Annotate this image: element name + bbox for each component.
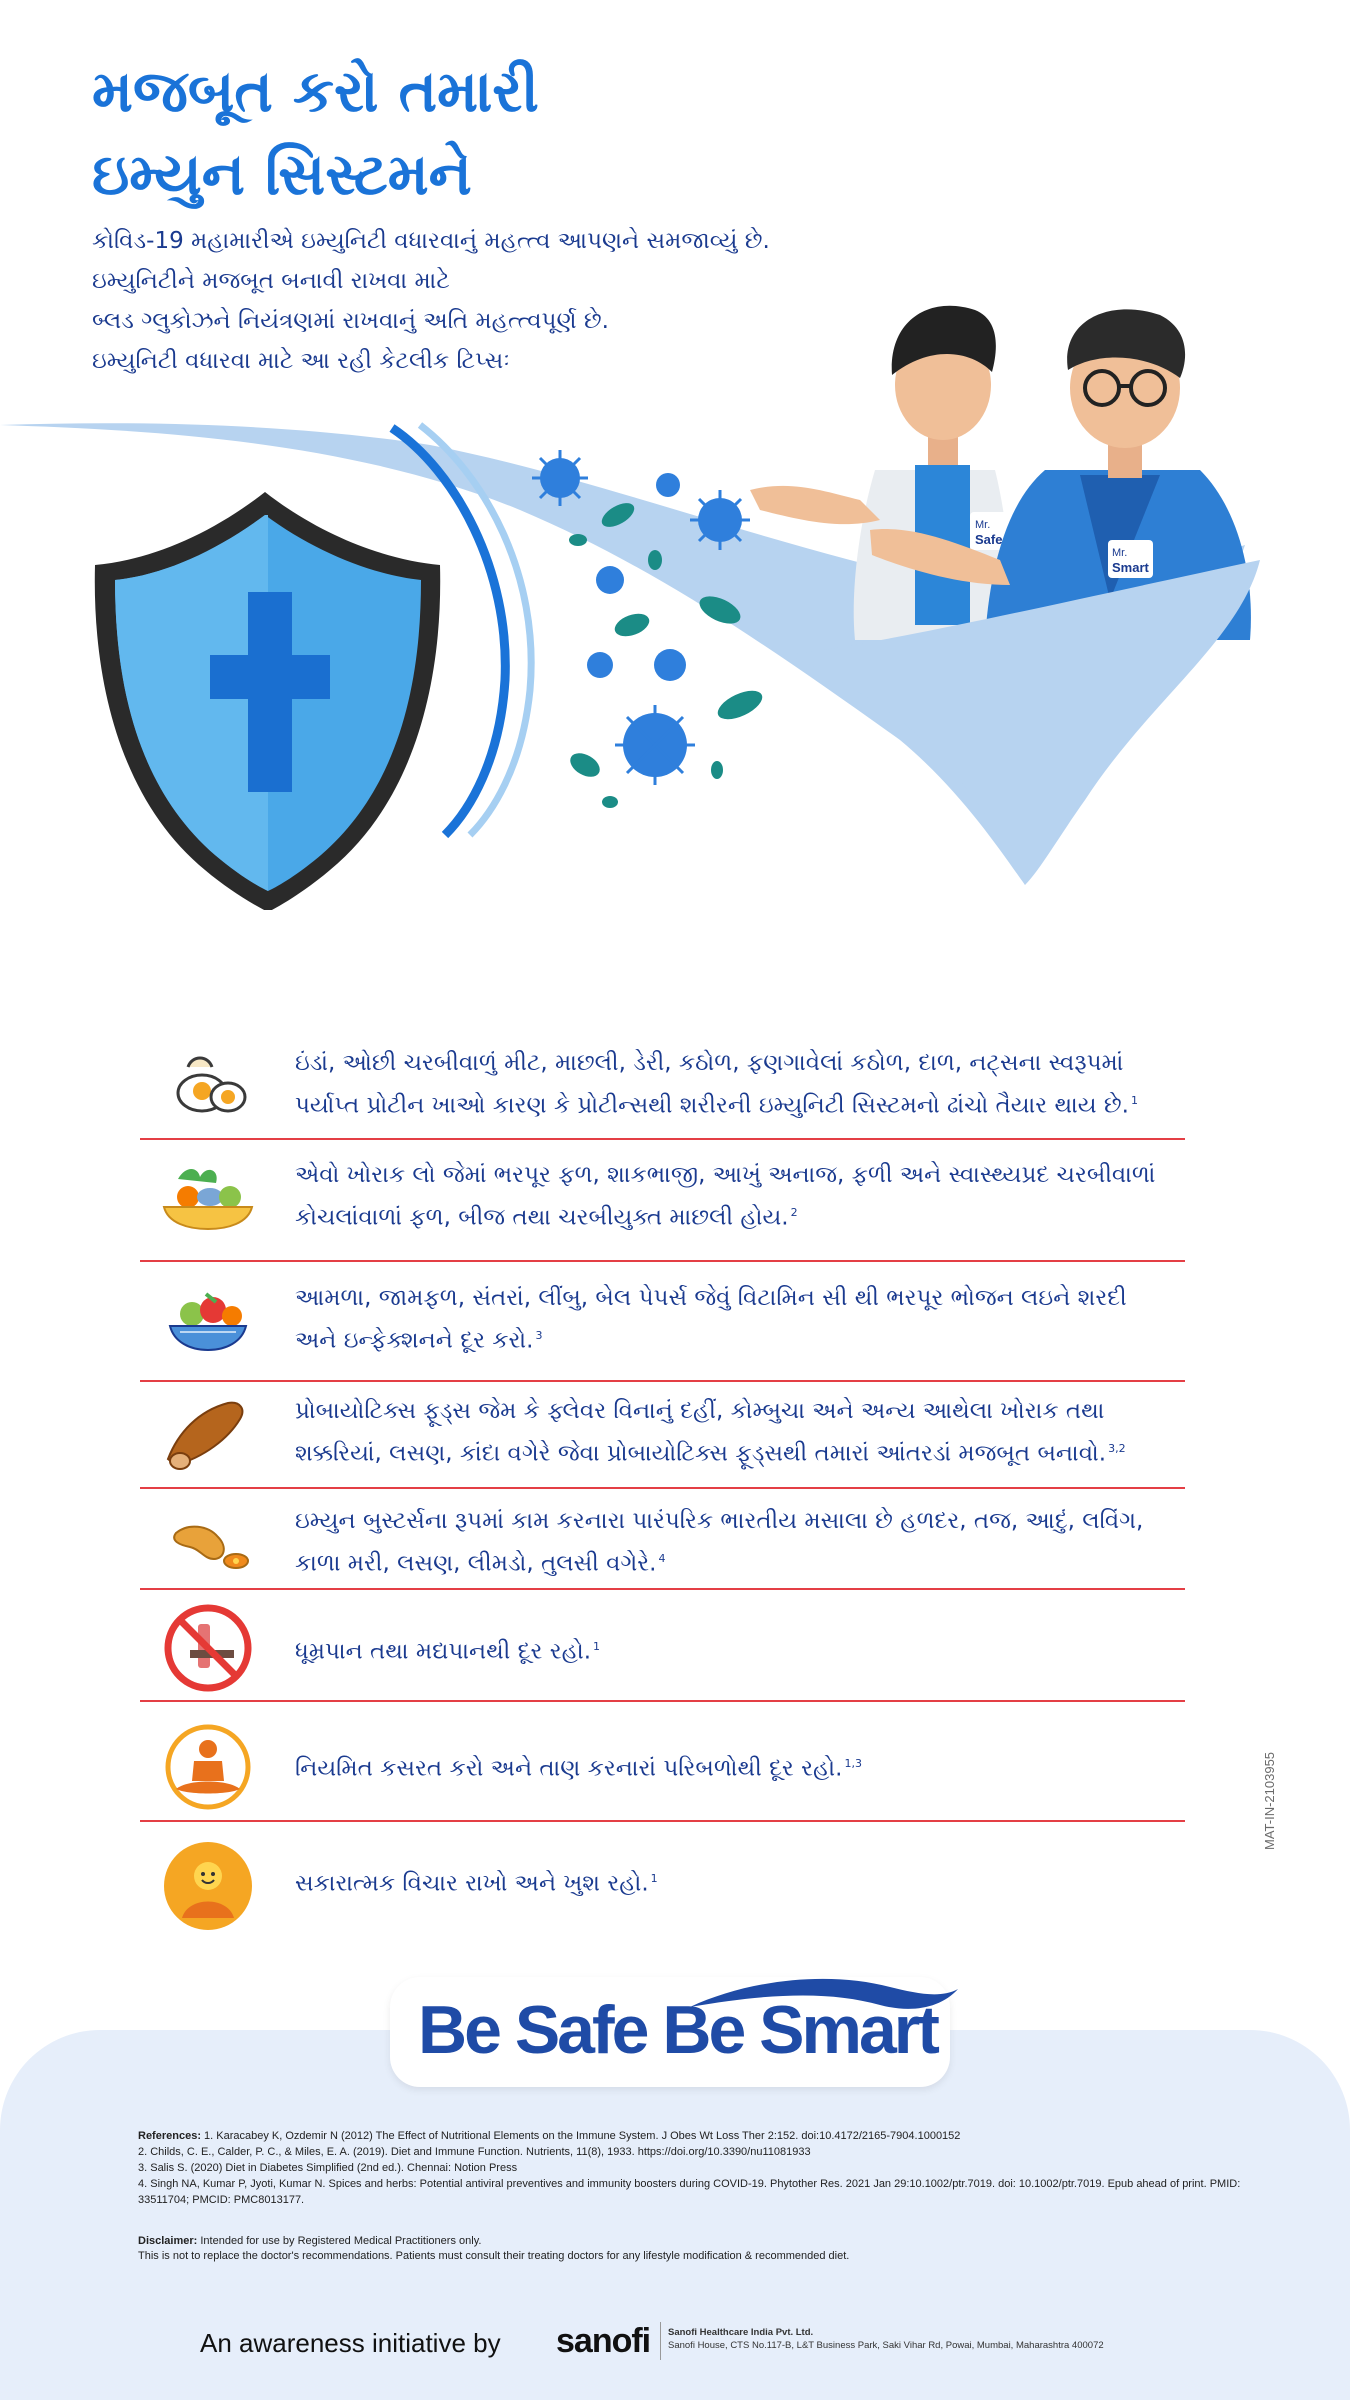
sanofi-logo: sanofi xyxy=(556,2322,651,2360)
divider xyxy=(140,1260,1185,1262)
tip-text xyxy=(295,1628,1185,1671)
reference-marker: 1 xyxy=(1131,1094,1138,1107)
tip-line: ઇંડાં, ઓછી ચરબીવાળું મીટ, માછલી, ડેરી, કઠોળ, ફણગાવેલાં કઠોળ, દાળ, નટ્સના સ્વરૂપમાં xyxy=(295,1050,1124,1076)
logo-box xyxy=(390,1977,950,2087)
reference-line xyxy=(138,2129,1298,2144)
tip-text xyxy=(295,1393,1185,1473)
divider xyxy=(140,1588,1185,1590)
tip-line: કાળા મરી, લસણ, લીમડો, તુલસી વગેરે. xyxy=(295,1550,657,1577)
reference-line: 4. Singh NA, Kumar P, Jyoti, Kumar N. Spices and herbs: Potential antiviral preventives and immunity boosters during COVID-19. Phytother Res. 2021 Jan 29:10.1002/ptr.7019. doi: 10.1002/ptr.7019. Epub ahead of print. PMID: xyxy=(138,2178,1241,2190)
tip-text xyxy=(295,1745,1185,1788)
disclaimer-label: Disclaimer: xyxy=(138,2235,198,2247)
company-address: Sanofi House, CTS No.117-B, L&T Business Park, Saki Vihar Rd, Powai, Mumbai, Maharashtra 400072 xyxy=(668,2340,1104,2351)
reference-marker: 3 xyxy=(535,1329,543,1342)
tip-line: કોચલાંવાળાં ફળ, બીજ તથા ચરબીયુક્ત માછલી હોય. xyxy=(295,1204,789,1231)
tip-text xyxy=(295,1045,1185,1125)
tip-text xyxy=(295,1503,1185,1583)
reference-line: 3. Salis S. (2020) Diet in Diabetes Simplified (2nd ed.). Chennai: Notion Press xyxy=(138,2162,518,2174)
intro-line: ઇમ્યુનિટી વધારવા માટે આ રહી કેટલીક ટિપ્સઃ xyxy=(92,348,510,374)
egg-icon xyxy=(158,1045,258,1125)
reference-marker: 4 xyxy=(658,1552,666,1565)
reference-marker: 2 xyxy=(790,1206,798,1219)
tip-line: સકારાત્મક વિચાર રાખો અને ખુશ રહો. xyxy=(295,1870,649,1897)
tip-line: પર્યાપ્ત પ્રોટીન ખાઓ કારણ કે પ્રોટીન્સથી શરીરની ઇમ્યુનિટી સિસ્ટમનો ઢાંચો તૈયાર થાય છે. xyxy=(295,1092,1129,1119)
mascot-badge-text: Safe xyxy=(975,532,1003,547)
company-info xyxy=(668,2326,1104,2352)
hero-illustration xyxy=(0,270,1350,910)
reference-text: 1. Karacabey K, Ozdemir N (2012) The Effect of Nutritional Elements on the Immune System. J Obes Wt Loss Ther 2:152. doi:10.4172/2165-7904.1000152 xyxy=(204,2130,961,2142)
sweet-potato-icon xyxy=(158,1393,258,1473)
tip-line: ઇમ્યુન બુસ્ટર્સના રૂપમાં કામ કરનારા પારંપરિક ભારતીય મસાલા છે હળદર, તજ, આદું, લવિંગ, xyxy=(295,1508,1144,1534)
tip-line: આમળા, જામફળ, સંતરાં, લીંબુ, બેલ પેપર્સ જેવું વિટામિન સી થી ભરપૂર ભોજન લઇને શરદી xyxy=(295,1285,1127,1311)
disclaimer-text: Intended for use by Registered Medical Practitioners only. xyxy=(200,2235,482,2247)
tip-text xyxy=(295,1860,1185,1903)
tip-line: શક્કરિયાં, લસણ, કાંદા વગેરે જેવા પ્રોબાયોટિક્સ ફૂડ્સથી તમારાં આંતરડાં મજબૂત બનાવો. xyxy=(295,1440,1107,1467)
company-name: Sanofi Healthcare India Pvt. Ltd. xyxy=(668,2327,814,2338)
tip-line: એવો ખોરાક લો જેમાં ભરપૂર ફળ, શાકભાજી, આખું અનાજ, ફળી અને સ્વાસ્થ્યપ્રદ ચરબીવાળાં xyxy=(295,1162,1156,1188)
intro-line: બ્લડ ગ્લુકોઝને નિયંત્રણમાં રાખવાનું અતિ મહત્ત્વપૂર્ણ છે. xyxy=(92,308,609,334)
meditation-icon xyxy=(158,1717,258,1817)
reference-line: 33511704; PMCID: PMC8013177. xyxy=(138,2194,305,2206)
disclaimer-line: This is not to replace the doctor's recommendations. Patients must consult their treating doctors for any lifestyle modification & recommended diet. xyxy=(138,2250,850,2262)
tip-text xyxy=(295,1157,1185,1237)
reference-line: 2. Childs, C. E., Calder, P. C., & Miles, E. A. (2019). Diet and Immune Function. Nutrients, 11(8), 1933. https://doi.org/10.3390/nu11081933 xyxy=(138,2146,811,2158)
divider xyxy=(140,1138,1185,1140)
mascot-badge-text: Smart xyxy=(1112,560,1149,575)
tip-line: નિયમિત કસરત કરો અને તાણ કરનારાં પરિબળોથી દૂર રહો. xyxy=(295,1755,843,1782)
tip-line: પ્રોબાયોટિક્સ ફૂડ્સ જેમ કે ફ્લેવર વિનાનું દહીં, કોમ્બુચા અને અન્ય આથેલા ખોરાક તથા xyxy=(295,1398,1105,1424)
page-title-line1: મજબૂત કરો તમારી xyxy=(92,57,539,125)
divider xyxy=(140,1487,1185,1489)
divider xyxy=(140,1700,1185,1702)
reference-marker: 1,3 xyxy=(844,1757,862,1770)
no-smoking-drinking-icon xyxy=(158,1598,258,1698)
shield-icon xyxy=(95,492,440,910)
tip-text xyxy=(295,1280,1185,1360)
reference-marker: 1 xyxy=(593,1640,601,1653)
divider xyxy=(660,2322,661,2360)
fruit-bowl-icon xyxy=(158,1280,258,1360)
disclaimer-line xyxy=(138,2234,1298,2249)
divider xyxy=(140,1380,1185,1382)
mascot-badge-text: Mr. xyxy=(975,519,991,531)
smiley-icon xyxy=(158,1836,258,1936)
reference-marker: 3,2 xyxy=(1108,1442,1126,1455)
intro-line: ઇમ્યુનિટીને મજબૂત બનાવી રાખવા માટે xyxy=(92,268,450,294)
vegetable-bowl-icon xyxy=(158,1157,258,1237)
awareness-text: An awareness initiative by xyxy=(200,2328,501,2358)
mascot-badge-text: Mr. xyxy=(1112,547,1128,559)
intro-line: કોવિડ-19 મહામારીએ ઇમ્યુનિટી વધારવાનું મહત્ત્વ આપણને સમજાવ્યું છે. xyxy=(92,228,770,254)
page-title-line2: ઇમ્યુન સિસ્ટમને xyxy=(92,140,472,208)
tip-line: ધૂમ્રપાન તથા મદ્યપાનથી દૂર રહો. xyxy=(295,1638,592,1665)
reference-marker: 1 xyxy=(650,1872,658,1885)
divider xyxy=(140,1820,1185,1822)
material-code: MAT-IN-2103955 xyxy=(1262,1751,1277,1850)
tip-line: અને ઇન્ફેક્શનને દૂર કરો. xyxy=(295,1327,534,1354)
turmeric-icon xyxy=(158,1503,258,1583)
logo-text: Be Safe Be Smart xyxy=(418,1992,937,2068)
references-label: References: xyxy=(138,2130,201,2142)
